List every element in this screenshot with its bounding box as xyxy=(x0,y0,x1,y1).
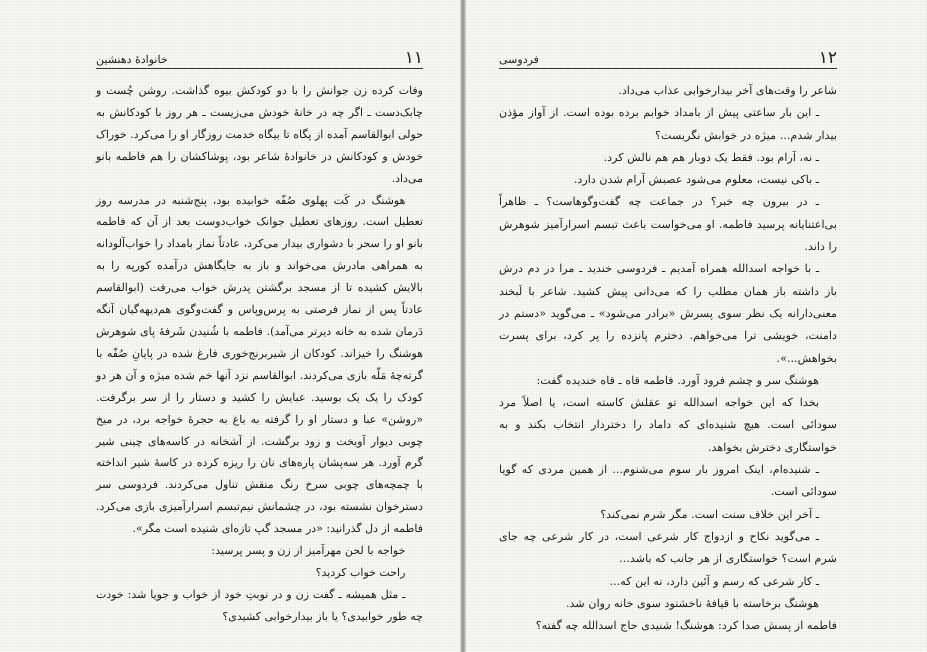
paragraph: ـ باکی نیست، معلوم می‌شود عصبش آرام شدن دارد. xyxy=(573,173,820,187)
right-page-number: ۱۲ xyxy=(818,48,837,68)
paragraph: ـ آخر این خلاف سنت است. مگر شرم نمی‌کند؟ xyxy=(600,507,820,521)
paragraph: وفات کرده زن جوانش را با دو کودکش بیوه گذاشت. روشن چُست و چابک‌دست ـ اگر چه در خانهٔ خودش می‌زیست ـ هر روز با کودکانش به حولی ابوالقاسم آمده از پگاه تا بیگاه خدمت روزگار او را می‌کرد. خوراک خودش و کودکانش در خانوادهٔ شاعر بود، پوشاکشان را هم فاطمه بانو می‌داد. xyxy=(95,84,423,185)
paragraph: خواجه با لحن مهرآمیز از زن و پسر پرسید: xyxy=(211,544,406,558)
paragraph: هوشنگ سر و چشم فرود آورد. فاطمه قاه ـ قاه خندیده گفت: xyxy=(536,373,820,387)
paragraph: هوشنگ در کَت پهلوی صُفّه خوابیده بود، پنج‌شنبه در مدرسه روز تعطیل است. روزهای تعطیل جوانک خواب‌دوست بعد از آن که فاطمه بانو او را سحر با دشواری بیدار می‌کرد، عادتاً نماز بامداد را خواب‌آلودانه به همراهی مادرش می‌خواند و باز به جایگاهش درآمده کورپه را به بالایش کشیده تا از مسجد برگشتن پدرش خواب می‌رفت (ابوالقاسم عادتاً پس از نماز فرصتی به پرس‌وپاس و گفت‌وگوی هم‌دیهه‌گیان آنگه دَرمان شده به خانه دیرتر می‌آمد). فاطمه با شُنیدن شَرفهٔ پای شوهرش هوشنگ را خیزاند. کودکان از شیربرنج‌خوری فارغ شده در پایانِ صُفّه با گرته‌چهٔ مَلّه بازی می‌کردند. ابوالقاسم نزد آنها خم شده میژه و آن هر دو کودک را یک یک بوسید. عبایش را کشید و دستار را از سر برگرفت. «روشن» عبا و دستار او را گرفته به باغ به حجرهٔ خواجه برد، در میخ چوبی دیوار آویخت و زود برگشت. از آشخانه در کاسه‌های چینی شیر گرم آورد. هر سه‌پشان پاره‌های نان را ریزه کرده در کاسهٔ شیر انداخته با چمچه‌های چوبی سرخ رنگ منقش تناول می‌کردند. فردوسی سر دسترخوان نشسته بود، در چشمانش نیم‌تبسم اسرارآمیزی بازی می‌کرد. فاطمه از دل گذرانید: «در مسجد گپ تازه‌ای شنیده است مگر». xyxy=(96,193,423,536)
paragraph: ـ این بار ساعتی پیش از بامداد خوابم برده بوده است. از آواز مؤذن بیدار شدم... میژه در خوابش نگریست؟ xyxy=(499,106,837,142)
left-page-body xyxy=(96,80,423,628)
right-page-header xyxy=(499,42,837,69)
right-running-title: فردوسی xyxy=(499,53,539,66)
right-page xyxy=(463,0,927,652)
paragraph: بخدا که این خواجه اسدالله تو عقلش کاسته است، یا اصلاً مرد سودائی است. هیچ شنیده‌ای که داماد را دختردار انتخاب بکند و به خواستگاری دخترش بخواهد. xyxy=(499,396,837,454)
book-gutter xyxy=(460,0,466,652)
paragraph: فاطمه از پسش صدا کرد: هوشنگ! شنیدی حاج اسدالله چه گفته؟ xyxy=(535,619,837,633)
right-page-body xyxy=(499,80,837,637)
left-page-header xyxy=(96,42,423,69)
paragraph: ـ شنیده‌ام، اینک امروز بار سوم می‌شنوم... از همین مردی که گویا سودائی است. xyxy=(499,463,837,499)
paragraph: ـ کار شرعی که رسم و آئین دارد، نه این که... xyxy=(609,574,820,588)
paragraph: ـ نه، آرام بود. فقط یک دوبار هم هم نالش کرد. xyxy=(603,150,820,164)
paragraph: ـ مثل همیشه ـ گفت زن و در نوبتِ خود از خواب و جویا شد: خودت چه طور خوابیدی؟ یا باز بیدارخوابی کشیدی؟ xyxy=(96,587,423,623)
paragraph: هوشنگ برخاسته با قیافهٔ ناخشنود سوی خانه روان شد. xyxy=(566,596,820,610)
left-running-title: خانوادهٔ دهنشین xyxy=(96,53,168,66)
left-page xyxy=(0,0,463,652)
paragraph: راحت خواب کردید؟ xyxy=(315,565,406,579)
paragraph: ـ در بیرون چه خبر؟ در جماعت چه گفت‌وگوهاست؟ ـ ظاهراً بی‌اعتنایانه پرسید فاطمه. او می‌خواست باعث تبسم اسرارآمیز شوهرش را داند. xyxy=(499,195,837,254)
paragraph: ـ با خواجه اسدالله همراه آمدیم ـ فردوسی خندید ـ مرا در دم درش باز داشته باز همان مطلب را که می‌دانی پیش کشید. شاعر با لَبخند معنی‌دارانه یک نظر سوی پسرش «برادر می‌شود» ـ می‌گوید «دستم در دامنت، خویشی ترا می‌خواهم. دخترم پانزده را پر کرد، برای پسرت بخواهش...». xyxy=(499,262,837,365)
paragraph: ـ می‌گوید نکاح و ازدواج کار شرعی است، در کار شرعی چه جای شرم است؟ خواستگاری از هر جانب که باشد... xyxy=(499,529,837,566)
paragraph: شاعر را وقت‌های آخر بیدارخوابی عذاب می‌داد. xyxy=(618,84,837,97)
left-page-number: ۱۱ xyxy=(404,48,423,68)
